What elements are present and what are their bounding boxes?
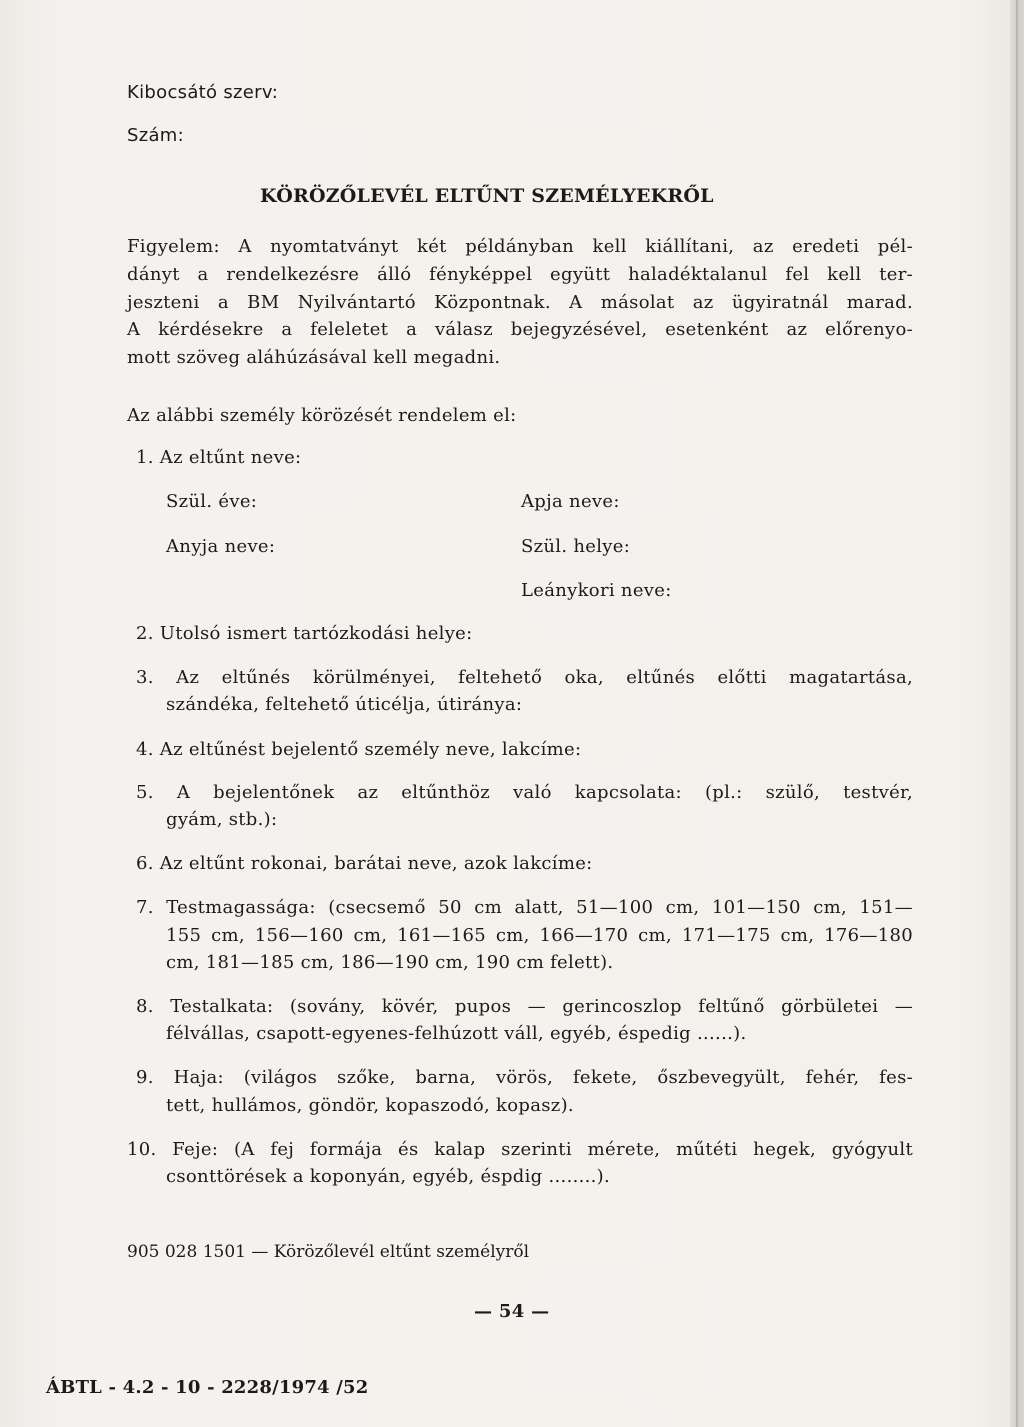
field-birth-place: Szül. helye: [521, 536, 631, 557]
notice-line-1: Figyelem: A nyomtatványt két példányban kell kiállítani, az eredeti pél- [127, 236, 913, 257]
field-build-line-1: 8. Testalkata: (sovány, kövér, pupos — gerincoszlop feltűnő görbületei — [136, 996, 913, 1017]
notice-line-3: jeszteni a BM Nyilvántartó Központnak. A másolat az ügyiratnál marad. [127, 292, 913, 313]
field-relatives: 6. Az eltűnt rokonai, barátai neve, azok lakcíme: [136, 853, 593, 874]
field-birth-year: Szül. éve: [166, 491, 258, 512]
field-missing-name: 1. Az eltűnt neve: [136, 447, 302, 468]
field-height-line-1: 7. Testmagassága: (csecsemő 50 cm alatt, 51—100 cm, 101—150 cm, 151— [136, 897, 913, 918]
field-hair-line-1: 9. Haja: (világos szőke, barna, vörös, fekete, őszbevegyült, fehér, fes- [136, 1067, 913, 1088]
field-mother-name: Anyja neve: [166, 536, 276, 557]
form-identifier: 905 028 1501 — Körözőlevél eltűnt személyről [127, 1242, 530, 1262]
order-text: Az alábbi személy körözését rendelem el: [127, 405, 517, 426]
field-reporter: 4. Az eltűnést bejelentő személy neve, lakcíme: [136, 739, 582, 760]
field-last-residence: 2. Utolsó ismert tartózkodási helye: [136, 623, 473, 644]
page-edge-line [1016, 0, 1018, 1427]
document-title: KÖRÖZŐLEVÉL ELTŰNT SZEMÉLYEKRŐL [260, 185, 714, 207]
number-label: Szám: [127, 125, 185, 146]
notice-line-4: A kérdésekre a feleletet a válasz bejegyzésével, esetenként az előrenyo- [127, 319, 913, 340]
field-build-line-2: félvállas, csapott-egyenes-felhúzott váll, egyéb, éspedig ......). [166, 1023, 747, 1044]
field-height-line-2: 155 cm, 156—160 cm, 161—165 cm, 166—170 cm, 171—175 cm, 176—180 [166, 925, 913, 946]
notice-line-5: mott szöveg aláhúzásával kell megadni. [127, 347, 501, 368]
field-height-line-3: cm, 181—185 cm, 186—190 cm, 190 cm felett). [166, 952, 614, 973]
field-maiden-name: Leánykori neve: [521, 580, 672, 601]
notice-line-2: dányt a rendelkezésre álló fényképpel együtt haladéktalanul fel kell ter- [127, 264, 913, 285]
archive-reference: ÁBTL - 4.2 - 10 - 2228/1974 /52 [46, 1377, 369, 1398]
field-relationship-line-1: 5. A bejelentőnek az eltűnthöz való kapcsolata: (pl.: szülő, testvér, [136, 782, 913, 803]
field-hair-line-2: tett, hullámos, göndör, kopaszodó, kopasz). [166, 1095, 574, 1116]
field-head-line-1: 10. Feje: (A fej formája és kalap szerinti mérete, műtéti hegek, gyógyult [127, 1139, 913, 1160]
issuer-label: Kibocsátó szerv: [127, 82, 279, 103]
field-circumstances-line-2: szándéka, feltehető úticélja, útiránya: [166, 694, 523, 715]
field-relationship-line-2: gyám, stb.): [166, 809, 278, 830]
field-circumstances-line-1: 3. Az eltűnés körülményei, feltehető oka, eltűnés előtti magatartása, [136, 667, 913, 688]
field-father-name: Apja neve: [521, 491, 620, 512]
page-number: — 54 — [474, 1301, 550, 1322]
field-head-line-2: csonttörések a koponyán, egyéb, éspdig ........). [166, 1166, 611, 1187]
